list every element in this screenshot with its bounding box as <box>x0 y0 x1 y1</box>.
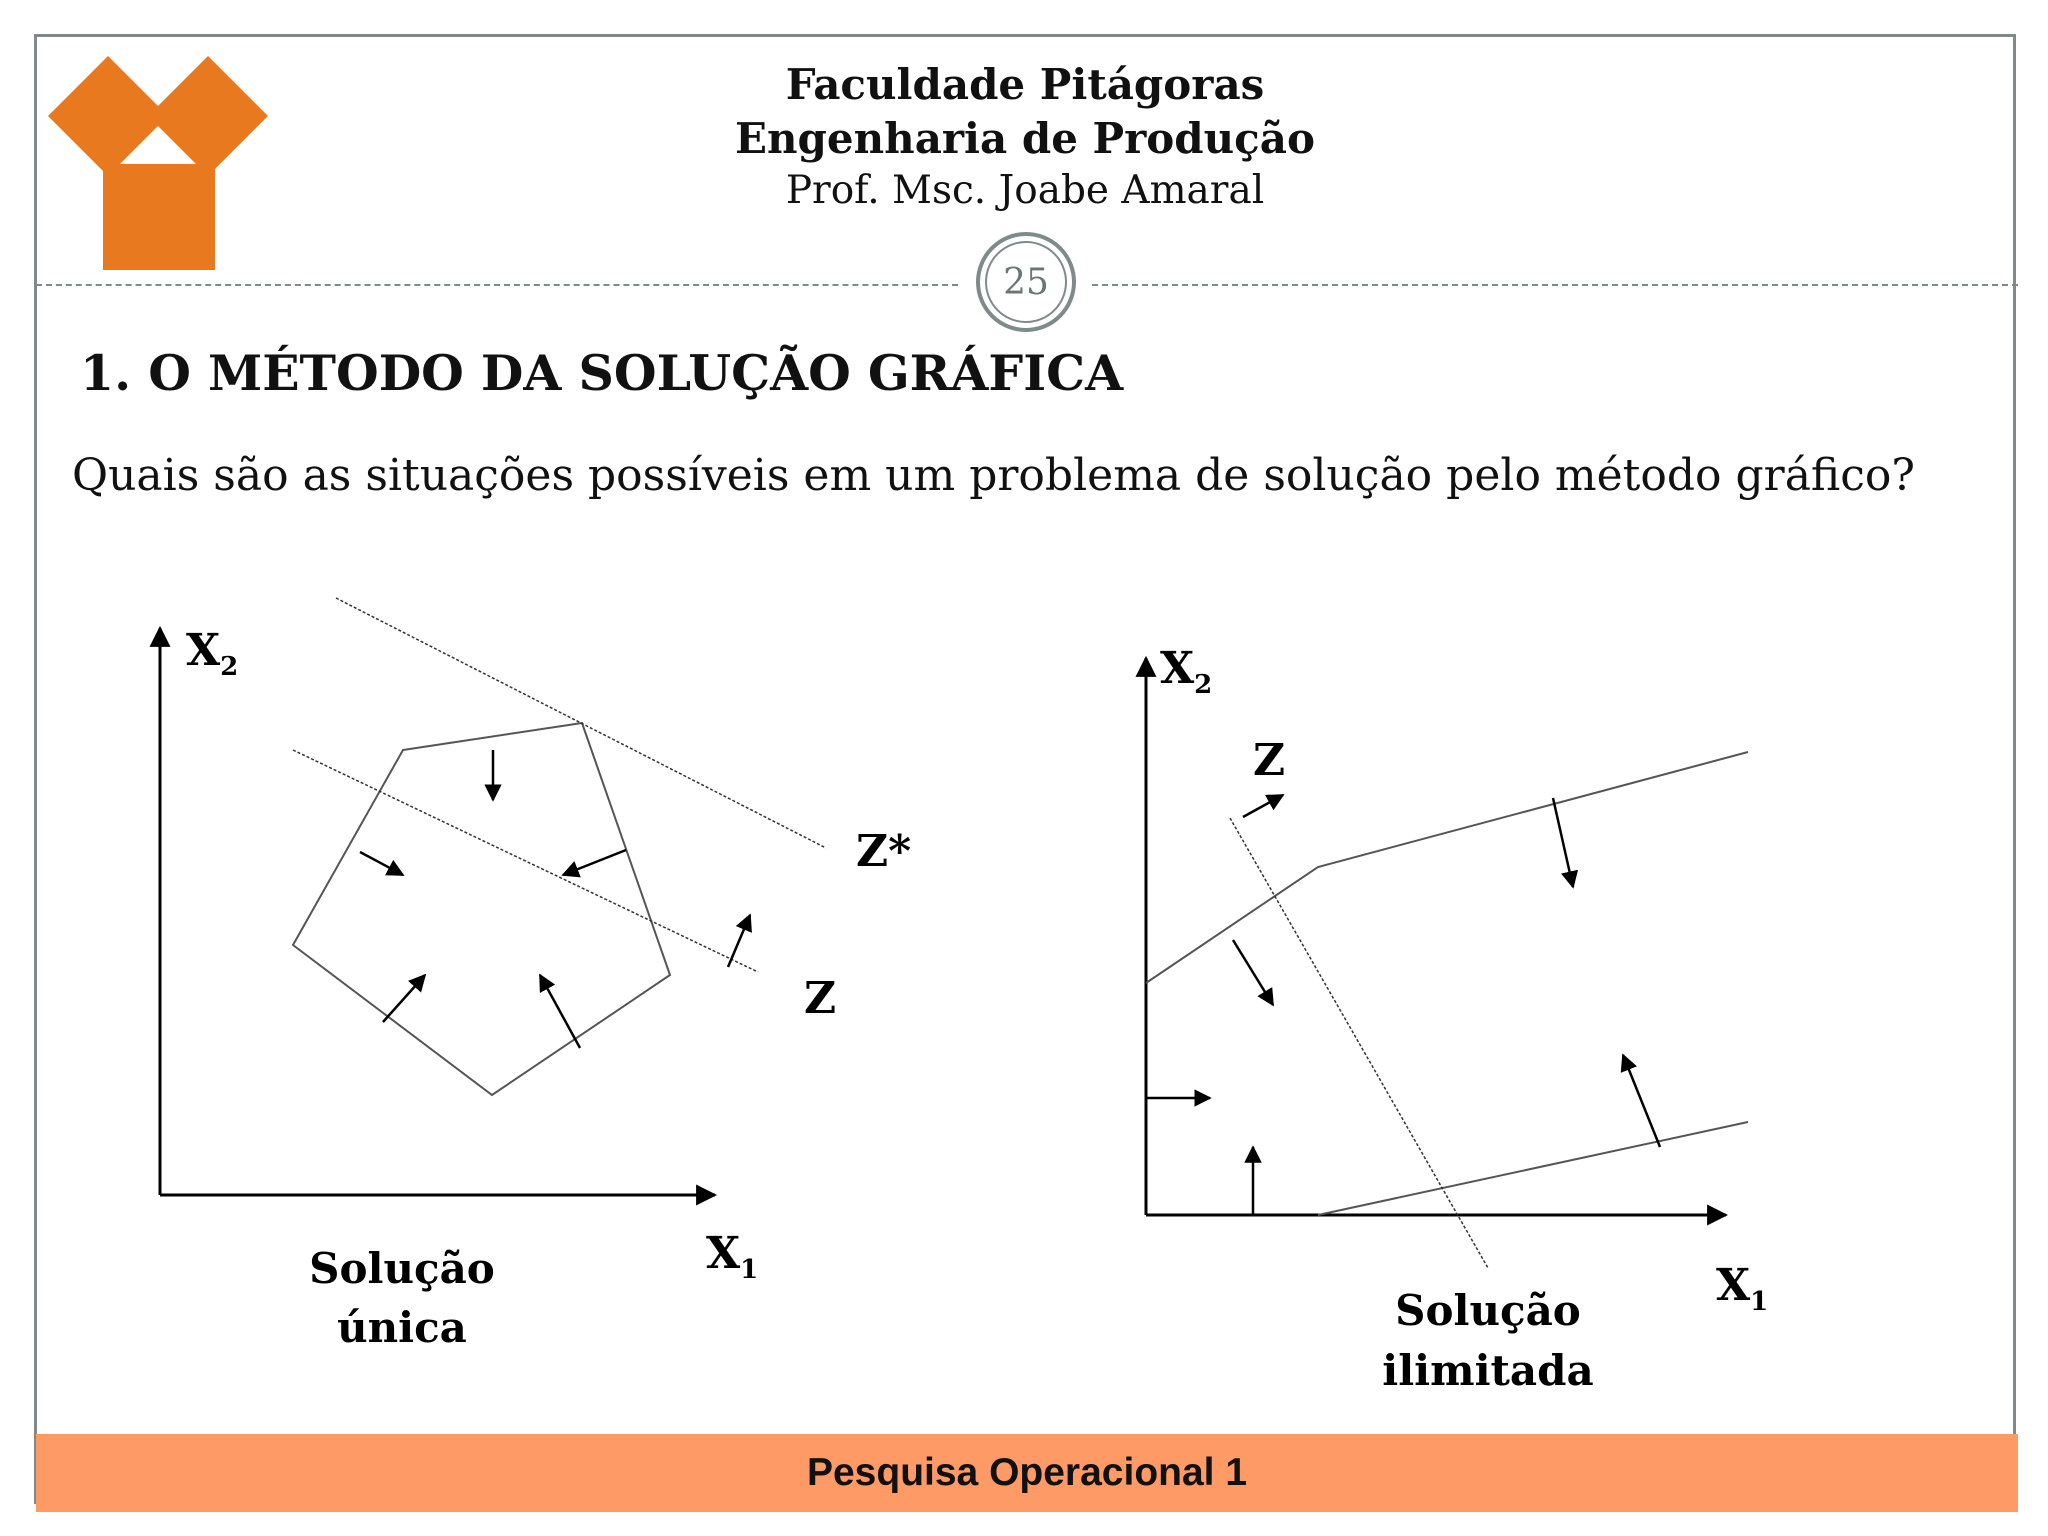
right-x1-label: $X_1$ <box>1716 1260 1769 1317</box>
right-z-label: Z <box>1253 735 1286 786</box>
right-upper-boundary <box>1146 752 1748 983</box>
left-x2-label: $X_2$ <box>186 625 239 682</box>
diagram-unique-solution <box>160 598 911 1352</box>
footer-label: Pesquisa Operacional 1 <box>806 1451 1248 1494</box>
right-arrow <box>1243 795 1283 817</box>
professor-name: Prof. Msc. Joabe Amaral <box>785 168 1265 213</box>
right-x2-label: $X_2$ <box>1160 643 1213 700</box>
left-arrow <box>540 975 580 1048</box>
right-arrow <box>1623 1055 1660 1147</box>
left-x1-label: $X_1$ <box>706 1228 759 1285</box>
institution-name: Faculdade Pitágoras <box>785 60 1265 109</box>
left-arrow <box>360 852 403 875</box>
left-caption-line1: Solução <box>309 1244 495 1293</box>
right-lower-boundary <box>1318 1122 1748 1215</box>
left-z-label: Z <box>804 973 837 1024</box>
right-arrow <box>1233 940 1273 1005</box>
right-caption-line1: Solução <box>1395 1286 1581 1335</box>
left-feasible-region <box>293 723 670 1095</box>
right-caption-line2: ilimitada <box>1382 1346 1594 1395</box>
left-arrow <box>383 975 425 1022</box>
diagram-unbounded-solution <box>1146 643 1768 1395</box>
left-arrow <box>728 915 750 967</box>
course-name: Engenharia de Produção <box>735 114 1315 163</box>
left-caption-line2: única <box>337 1303 467 1352</box>
slide-question: Quais são as situações possíveis em um problema de solução pelo método gráfico? <box>72 450 1915 501</box>
left-line-z <box>293 750 758 972</box>
left-z-star-label: Z* <box>856 826 912 877</box>
footer-bar <box>36 1434 2018 1512</box>
page-number: 25 <box>985 241 1067 323</box>
right-arrow <box>1553 798 1573 887</box>
left-line-z-star <box>336 598 826 848</box>
left-arrow <box>563 850 626 875</box>
slide-title: 1. O MÉTODO DA SOLUÇÃO GRÁFICA <box>80 344 1124 402</box>
right-line-z <box>1230 818 1488 1268</box>
